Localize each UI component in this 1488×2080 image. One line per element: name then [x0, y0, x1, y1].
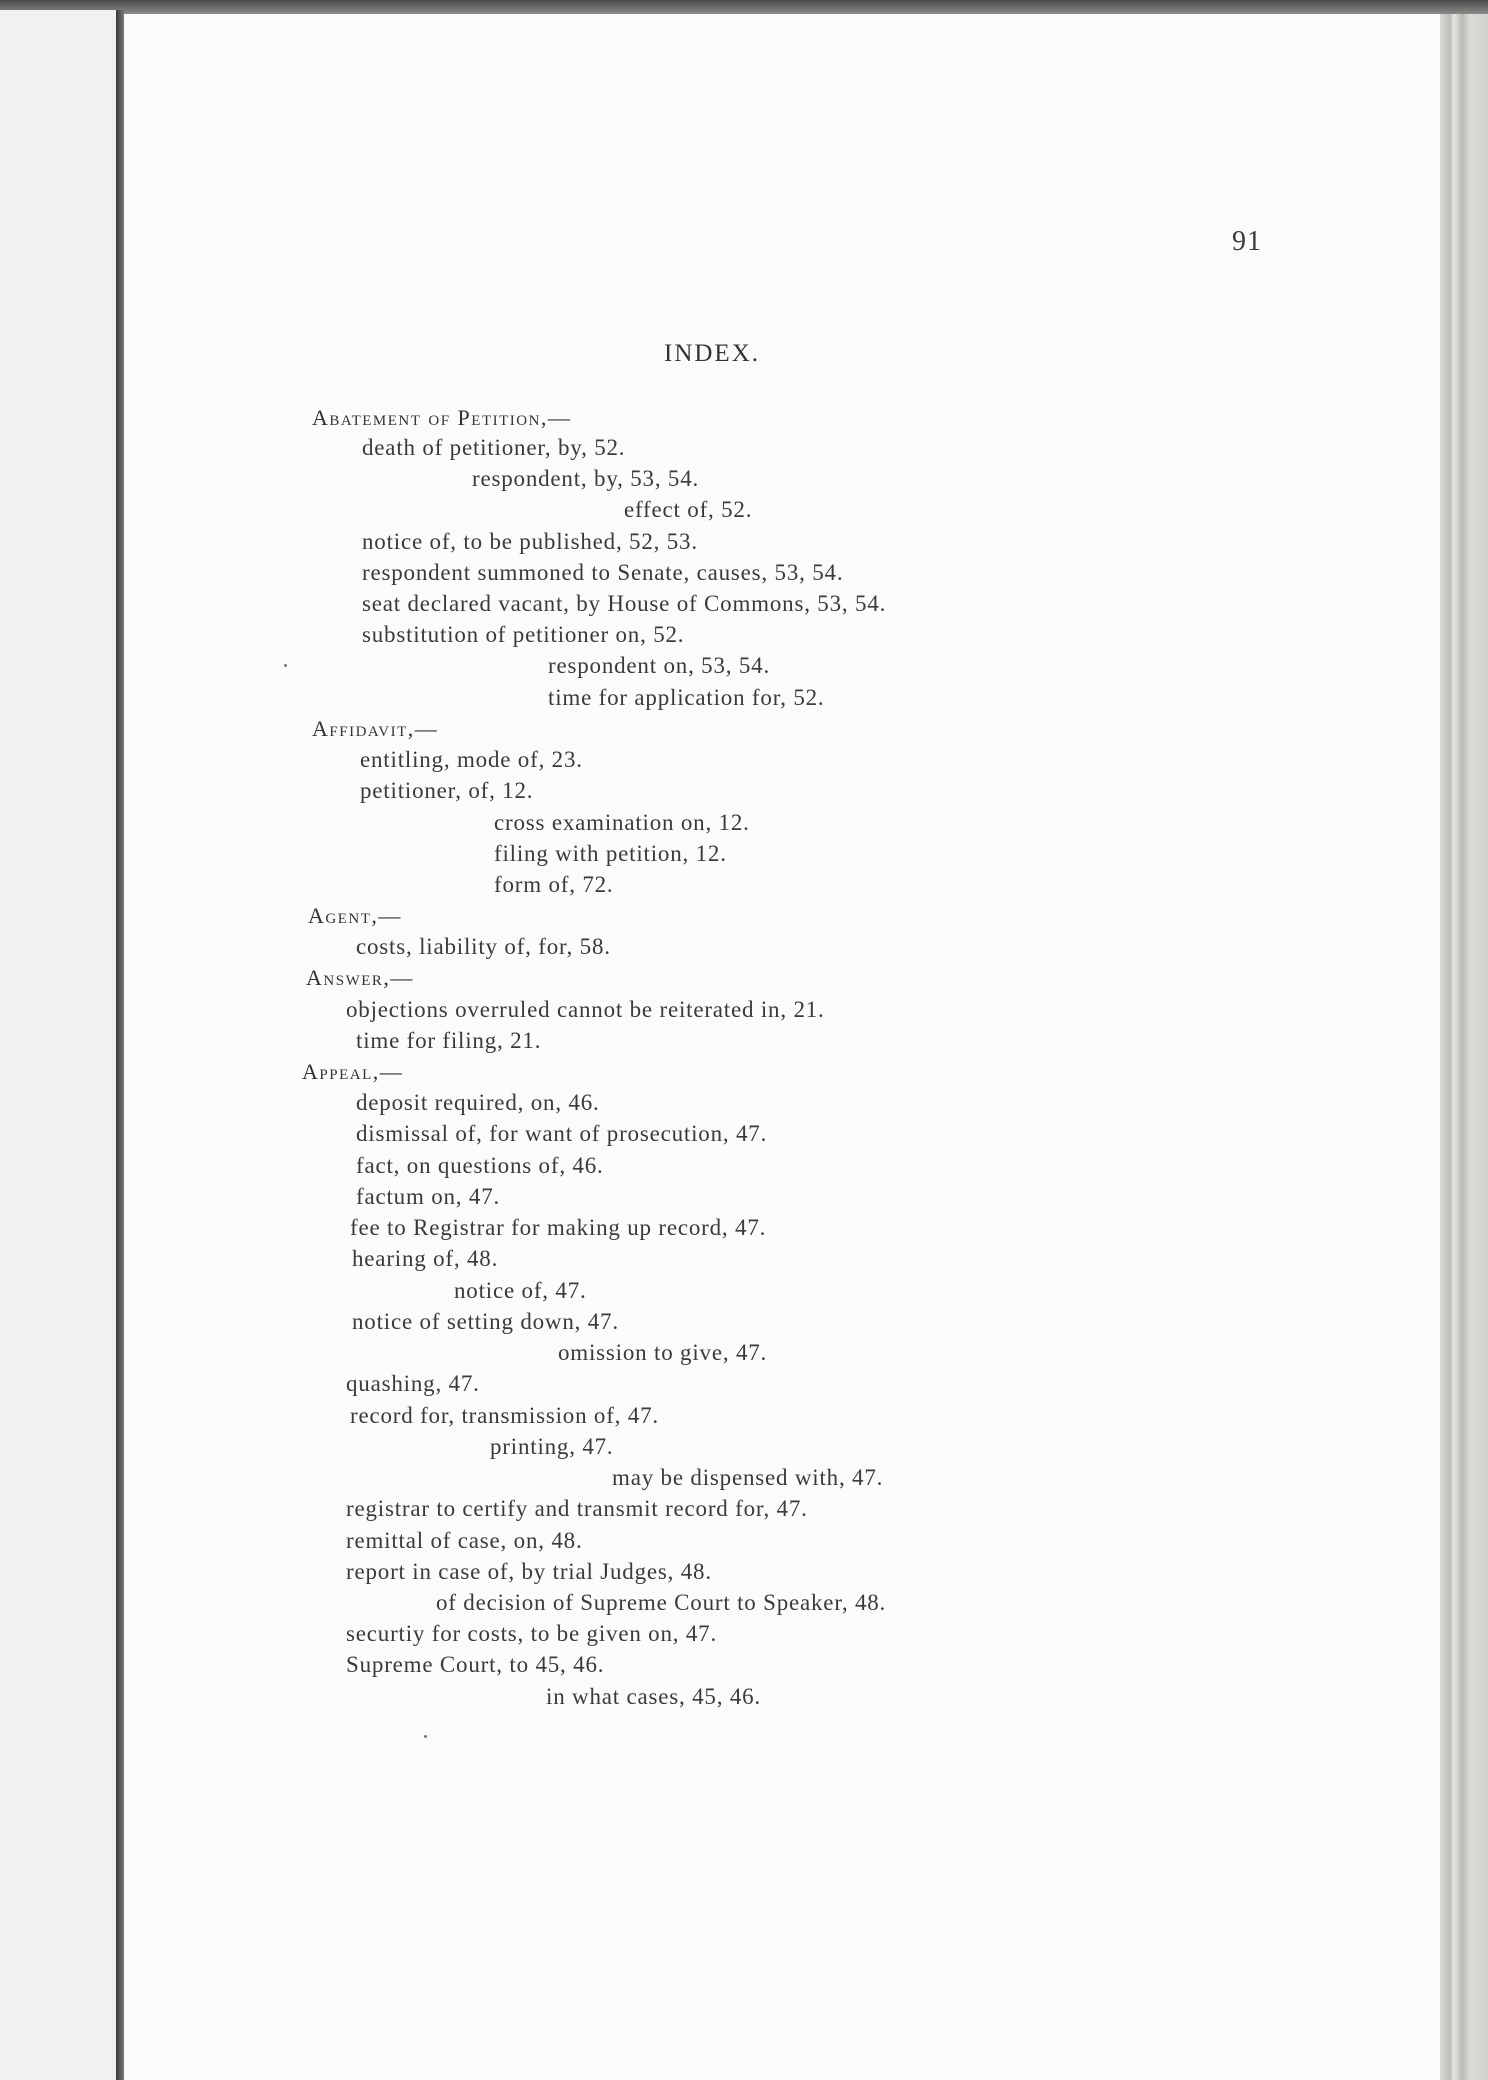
index-entry: notice of, to be published, 52, 53.	[362, 529, 698, 554]
index-entry: dismissal of, for want of prosecution, 47.	[356, 1121, 768, 1146]
index-entry: time for application for, 52.	[548, 685, 825, 710]
index-entry: quashing, 47.	[346, 1371, 480, 1396]
index-heading: Affidavit,—	[312, 716, 439, 741]
index-entry: fee to Registrar for making up record, 47.	[350, 1215, 767, 1240]
index-heading: Appeal,—	[302, 1059, 404, 1084]
index-entry: filing with petition, 12.	[494, 841, 727, 866]
index-entry: remittal of case, on, 48.	[346, 1528, 583, 1553]
index-entry: Supreme Court, to 45, 46.	[346, 1652, 605, 1677]
index-entry: in what cases, 45, 46.	[546, 1684, 761, 1709]
index-entry: registrar to certify and transmit record for, 47.	[346, 1496, 808, 1521]
index-entry: report in case of, by trial Judges, 48.	[346, 1559, 712, 1584]
index-entry: respondent on, 53, 54.	[548, 653, 771, 678]
scan-speck	[284, 664, 287, 667]
index-entry: notice of setting down, 47.	[352, 1309, 619, 1334]
index-heading: Answer,—	[306, 965, 414, 990]
index-entry: respondent, by, 53, 54.	[472, 466, 700, 491]
index-title: INDEX.	[664, 340, 761, 367]
index-entry: entitling, mode of, 23.	[360, 747, 583, 772]
index-entry: may be dispensed with, 47.	[612, 1465, 884, 1490]
index-entry: respondent summoned to Senate, causes, 53, 54.	[362, 560, 844, 585]
index-entry: effect of, 52.	[624, 497, 753, 522]
index-entry: petitioner, of, 12.	[360, 778, 534, 803]
index-entry: notice of, 47.	[454, 1278, 587, 1303]
index-entry: record for, transmission of, 47.	[350, 1403, 659, 1428]
scan-speck	[424, 1735, 427, 1738]
index-entry: securtiy for costs, to be given on, 47.	[346, 1621, 718, 1646]
index-entry: death of petitioner, by, 52.	[362, 435, 626, 460]
index-entry: form of, 72.	[494, 872, 614, 897]
index-entry: seat declared vacant, by House of Commons, 53, 54.	[362, 591, 887, 616]
index-entry: printing, 47.	[490, 1434, 614, 1459]
index-entry: of decision of Supreme Court to Speaker, 48.	[436, 1590, 887, 1615]
index-entry: time for filing, 21.	[356, 1028, 542, 1053]
index-entry: substitution of petitioner on, 52.	[362, 622, 685, 647]
index-entry: deposit required, on, 46.	[356, 1090, 600, 1115]
index-entry: factum on, 47.	[356, 1184, 501, 1209]
index-heading: Agent,—	[308, 903, 402, 928]
index-entry: costs, liability of, for, 58.	[356, 934, 611, 959]
index-entry: hearing of, 48.	[352, 1246, 499, 1271]
index-heading: Abatement of Petition,—	[312, 405, 572, 430]
index-entry: omission to give, 47.	[558, 1340, 768, 1365]
index-entry: objections overruled cannot be reiterated in, 21.	[346, 997, 825, 1022]
index-entry: fact, on questions of, 46.	[356, 1153, 604, 1178]
page-number: 91	[1232, 226, 1262, 257]
index-entry: cross examination on, 12.	[494, 810, 750, 835]
